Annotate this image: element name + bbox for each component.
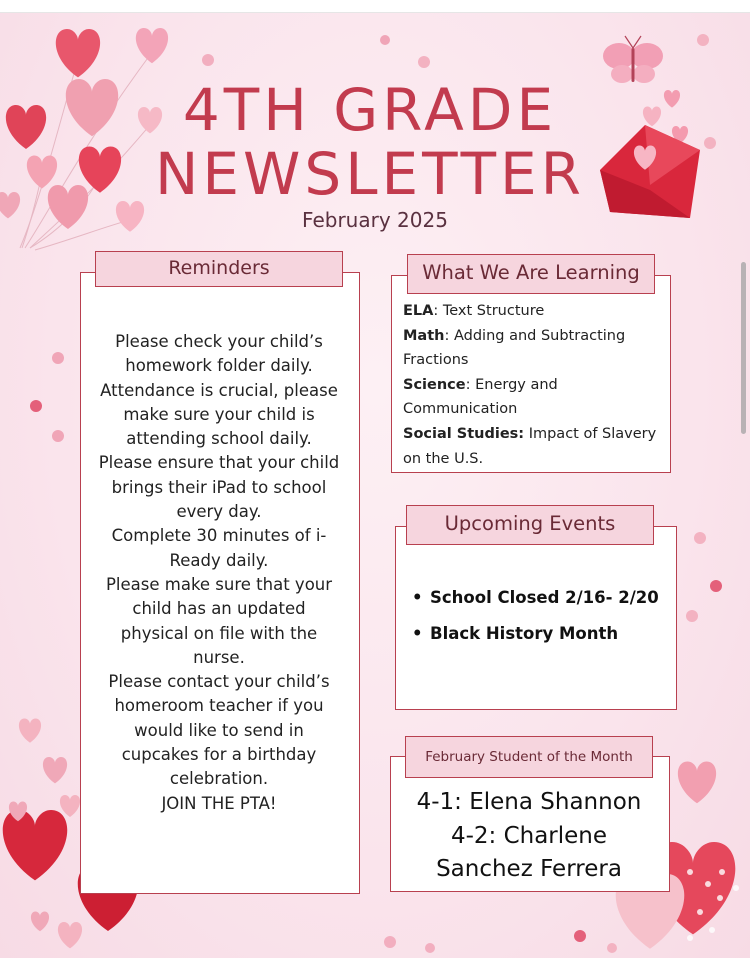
subject-topic: Text Structure — [442, 303, 545, 319]
learning-item — [403, 422, 665, 471]
reminder-line: brings their iPad to school — [111, 477, 327, 497]
student-line: 4-1: Elena Shannon — [416, 789, 642, 815]
envelope-icon — [600, 90, 700, 218]
reminder-line: homework folder daily. — [125, 356, 313, 376]
learning-heading: What We Are Learning — [407, 254, 655, 294]
subject-topic: Impact of Slavery on the U.S. — [403, 425, 657, 467]
heart-balloons-icon — [0, 28, 168, 232]
reminder-line: every day. — [176, 502, 262, 522]
reminder-line: Ready daily. — [169, 550, 269, 570]
events-heading: Upcoming Events — [406, 505, 654, 545]
subject-label: ELA — [403, 303, 434, 319]
reminder-line: make sure your child is — [123, 404, 315, 424]
newsletter-title-line1: 4TH GRADE — [182, 76, 558, 144]
reminders-heading: Reminders — [95, 251, 343, 287]
newsletter-title-line2: NEWSLETTER — [155, 140, 585, 208]
event-item: • Black History Month — [412, 616, 672, 652]
subject-label: Science — [403, 376, 466, 393]
student-line: Sanchez Ferrera — [436, 856, 622, 882]
subject-label: Math — [403, 327, 445, 344]
subject-label: Social Studies: — [403, 425, 525, 442]
reminder-line: nurse. — [193, 647, 245, 667]
reminder-line: Please make sure that your — [105, 574, 333, 594]
reminder-line: child has an updated — [132, 599, 306, 619]
reminder-line: attending school daily. — [126, 429, 312, 449]
events-list — [412, 580, 672, 652]
learning-item: Science: Energy and Communication — [403, 376, 558, 418]
butterfly-icon — [603, 36, 663, 83]
reminder-line: Please ensure that your child — [98, 453, 340, 473]
learning-item: Math: Adding and Subtracting Fractions — [403, 327, 626, 369]
page-scrollbar[interactable] — [741, 262, 746, 434]
reminder-line: Attendance is crucial, please — [100, 380, 338, 400]
student-line: 4-2: Charlene — [450, 822, 608, 849]
learning-item: ELA: Text Structure — [403, 303, 545, 319]
reminder-line: Please check your child’s — [115, 332, 323, 351]
event-item: • School Closed 2/16- 2/20 — [412, 580, 672, 616]
student-of-month-names — [390, 786, 668, 887]
reminder-line: celebration. — [169, 769, 269, 789]
reminder-line: Please contact your child’s — [108, 672, 330, 692]
subject-topic: Adding and Subtracting Fractions — [403, 327, 626, 369]
subject-topic: Energy and Communication — [403, 376, 558, 418]
reminder-line: cupcakes for a birthday — [121, 745, 317, 765]
reminders-text — [84, 330, 354, 816]
student-of-month-heading: February Student of the Month — [405, 736, 653, 778]
reminder-line: JOIN THE PTA! — [161, 793, 277, 813]
learning-list — [403, 299, 665, 471]
reminder-line: physical on file with the — [120, 623, 318, 643]
reminder-line: would like to send in — [134, 720, 304, 740]
reminder-line: Complete 30 minutes of i- — [111, 526, 327, 546]
reminder-line: homeroom teacher if you — [114, 696, 324, 716]
newsletter-date: February 2025 — [302, 208, 448, 232]
